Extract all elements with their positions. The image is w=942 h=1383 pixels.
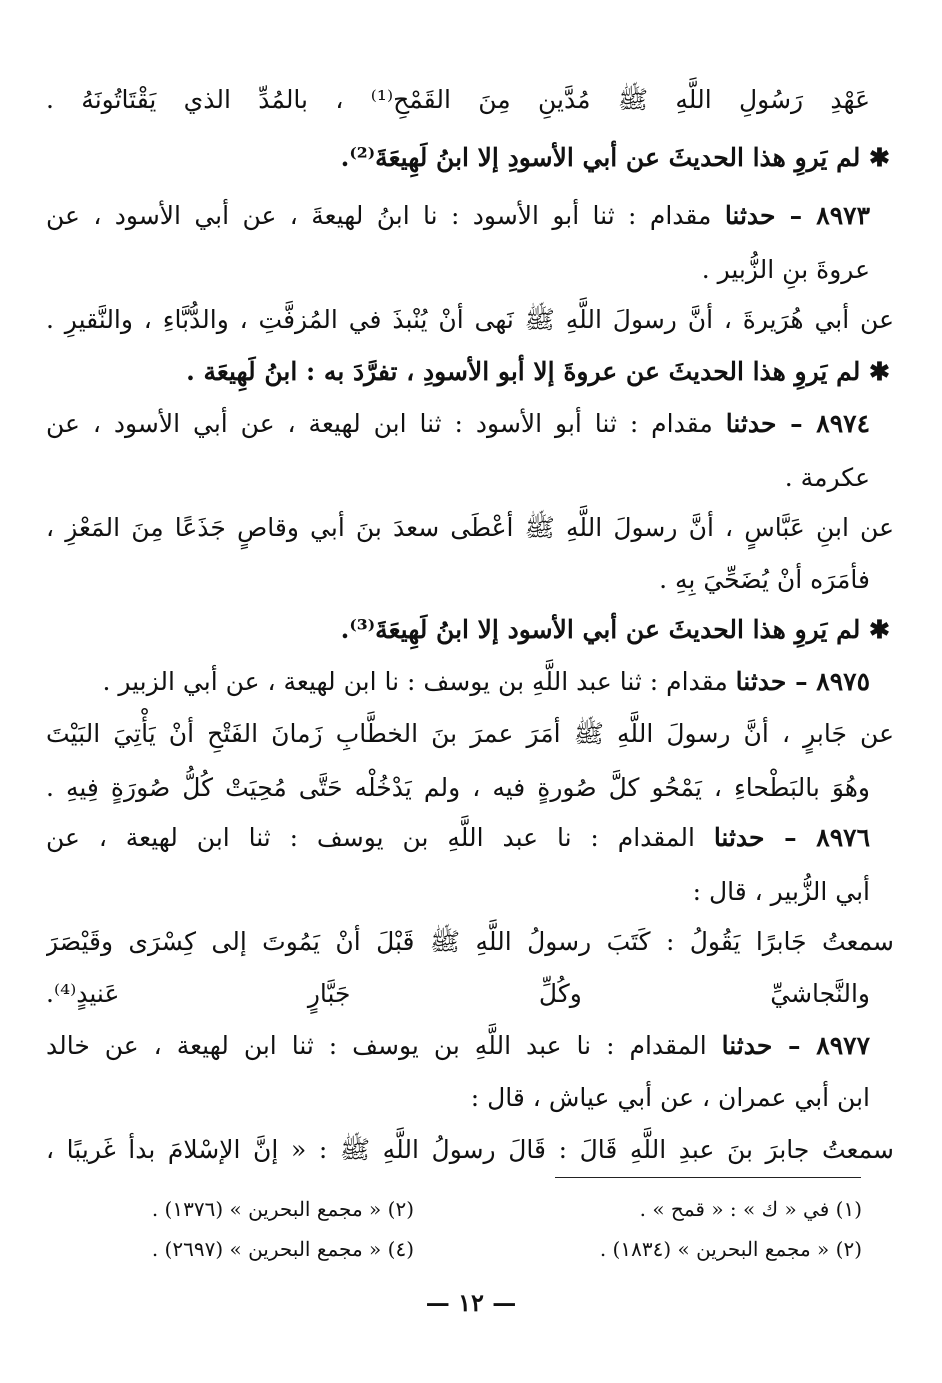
- footnote-rule: [555, 1177, 861, 1178]
- bold-text: ✱ لم يَروِ هذا الحديثَ عن أبي الأسودِ إلا ابنُ لَهِيعَةَ⁽²⁾.: [340, 143, 890, 172]
- text-run: المقدام : نا عبد اللَّهِ بن يوسف : ثنا ابن لهيعة ، عن: [46, 823, 714, 852]
- footnote-2: (٢) « مجمع البحرين » (١٨٣٤) .: [599, 1237, 862, 1261]
- text-line: [46, 346, 890, 398]
- text-line: [46, 968, 870, 1020]
- text-run: مقدام : ثنا أبو الأسود : نا ابنُ لهيعةَ ، عن أبي الأسود ، عن: [46, 201, 725, 230]
- text-run: سمعتُ جابرَ بنَ عبدِ اللَّهِ قَالَ : قَالَ رسولُ اللَّهِ ﷺ : « إنَّ الإسْلامَ بدأ غَريبًا ،: [46, 1135, 894, 1164]
- text-run: المقدام : نا عبد اللَّهِ بن يوسف : ثنا ابن لهيعة ، عن خالد: [46, 1031, 722, 1060]
- text-line: [46, 452, 870, 504]
- text-line: [46, 132, 890, 184]
- text-run: عن أبي هُرَيرةَ ، أنَّ رسولَ اللَّهِ ﷺ نَهى أنْ يُنْبذَ في المُزفَّتِ ، والدُّبَّاءِ ، والنَّقيرِ .: [46, 305, 894, 334]
- footnote-1: (١) في « ك » : « قمح » .: [639, 1197, 862, 1221]
- text-line: [46, 74, 870, 126]
- text-run: عَهْدِ رَسُولِ اللَّهِ ﷺ مُدَّينِ مِنَ القَمْحِ⁽¹⁾ ، بالمُدِّ الذي يَقْتَاتُونَهُ .: [46, 85, 870, 114]
- text-line: [46, 190, 870, 242]
- text-run: عروةَ بنِ الزُّبير .: [701, 255, 870, 284]
- text-line: [46, 398, 870, 450]
- footnote-3: (٢) « مجمع البحرين » (١٣٧٦) .: [151, 1197, 414, 1221]
- page-number: — ١٢ —: [425, 1288, 517, 1317]
- text-run: عن ابنِ عَبَّاسٍ ، أنَّ رسولَ اللَّهِ ﷺ أعْطَى سعدَ بنَ أبي وقاصٍ جَذَعًا مِنَ المَعْزِ ،: [46, 513, 894, 542]
- bold-text: ٨٩٧٣ – حدثنا: [724, 201, 870, 230]
- text-line: [46, 866, 870, 918]
- text-line: [46, 554, 870, 606]
- bold-text: ✱ لم يَروِ هذا الحديثَ عن عروةَ إلا أبو الأسودِ ، تفرَّدَ به : ابنُ لَهِيعَة .: [186, 357, 890, 386]
- text-run: أبي الزُّبير ، قال :: [692, 877, 870, 906]
- text-run: مقدام : ثنا أبو الأسود : ثنا ابن لهيعة ، عن أبي الأسود ، عن: [46, 409, 726, 438]
- text-line: [46, 656, 870, 708]
- text-run: مقدام : ثنا عبد اللَّهِ بن يوسف : نا ابن لهيعة ، عن أبي الزبير .: [102, 667, 736, 696]
- text-line: [46, 244, 870, 296]
- text-run: وهُوَ بالبَطْحاءِ ، يَمْحُو كلَّ صُورةٍ فيه ، ولم يَدْخُلْه حَتَّى مُحِيَتْ كُلُّ صُورَةٍ فِيهِ .: [46, 773, 870, 802]
- text-line: [46, 1124, 894, 1176]
- text-run: عكرمة .: [784, 463, 870, 492]
- bold-text: ٨٩٧٥ – حدثنا: [735, 667, 870, 696]
- text-run: سمعتُ جَابرًا يَقُولُ : كَتَبَ رسولُ اللَّهِ ﷺ قَبْلَ أنْ يَمُوتَ إلى كِسْرَى وقَيْصَرَ: [46, 927, 894, 956]
- text-run: فأمَرَه أنْ يُضَحِّيَ بِهِ .: [659, 565, 870, 594]
- text-line: [46, 604, 890, 656]
- text-line: [46, 502, 894, 554]
- text-line: [46, 1020, 870, 1072]
- text-line: [46, 916, 894, 968]
- footnote-4: (٤) « مجمع البحرين » (٢٦٩٧) .: [151, 1237, 414, 1261]
- bold-text: ٨٩٧٤ – حدثنا: [725, 409, 870, 438]
- bold-text: ✱ لم يَروِ هذا الحديثَ عن أبي الأسود إلا ابنُ لَهِيعَةَ⁽³⁾.: [340, 615, 890, 644]
- text-line: [46, 1072, 870, 1124]
- text-run: ابن أبي عمران ، عن أبي عياش ، قال :: [470, 1083, 870, 1112]
- text-run: عن جَابرٍ ، أنَّ رسولَ اللَّهِ ﷺ أمَرَ عمرَ بنَ الخطَّابِ زَمانَ الفَتْحِ أنْ يَأْتِيَ البَيْتَ: [46, 719, 894, 748]
- bold-text: ٨٩٧٧ – حدثنا: [721, 1031, 870, 1060]
- text-line: [46, 708, 894, 760]
- text-line: [46, 294, 894, 346]
- text-line: [46, 812, 870, 864]
- text-line: [46, 762, 870, 814]
- bold-text: ٨٩٧٦ – حدثنا: [713, 823, 870, 852]
- text-run: والنَّجاشيِّ وكُلِّ جَبَّارٍ عَنيدٍ⁽⁴⁾.: [46, 979, 870, 1008]
